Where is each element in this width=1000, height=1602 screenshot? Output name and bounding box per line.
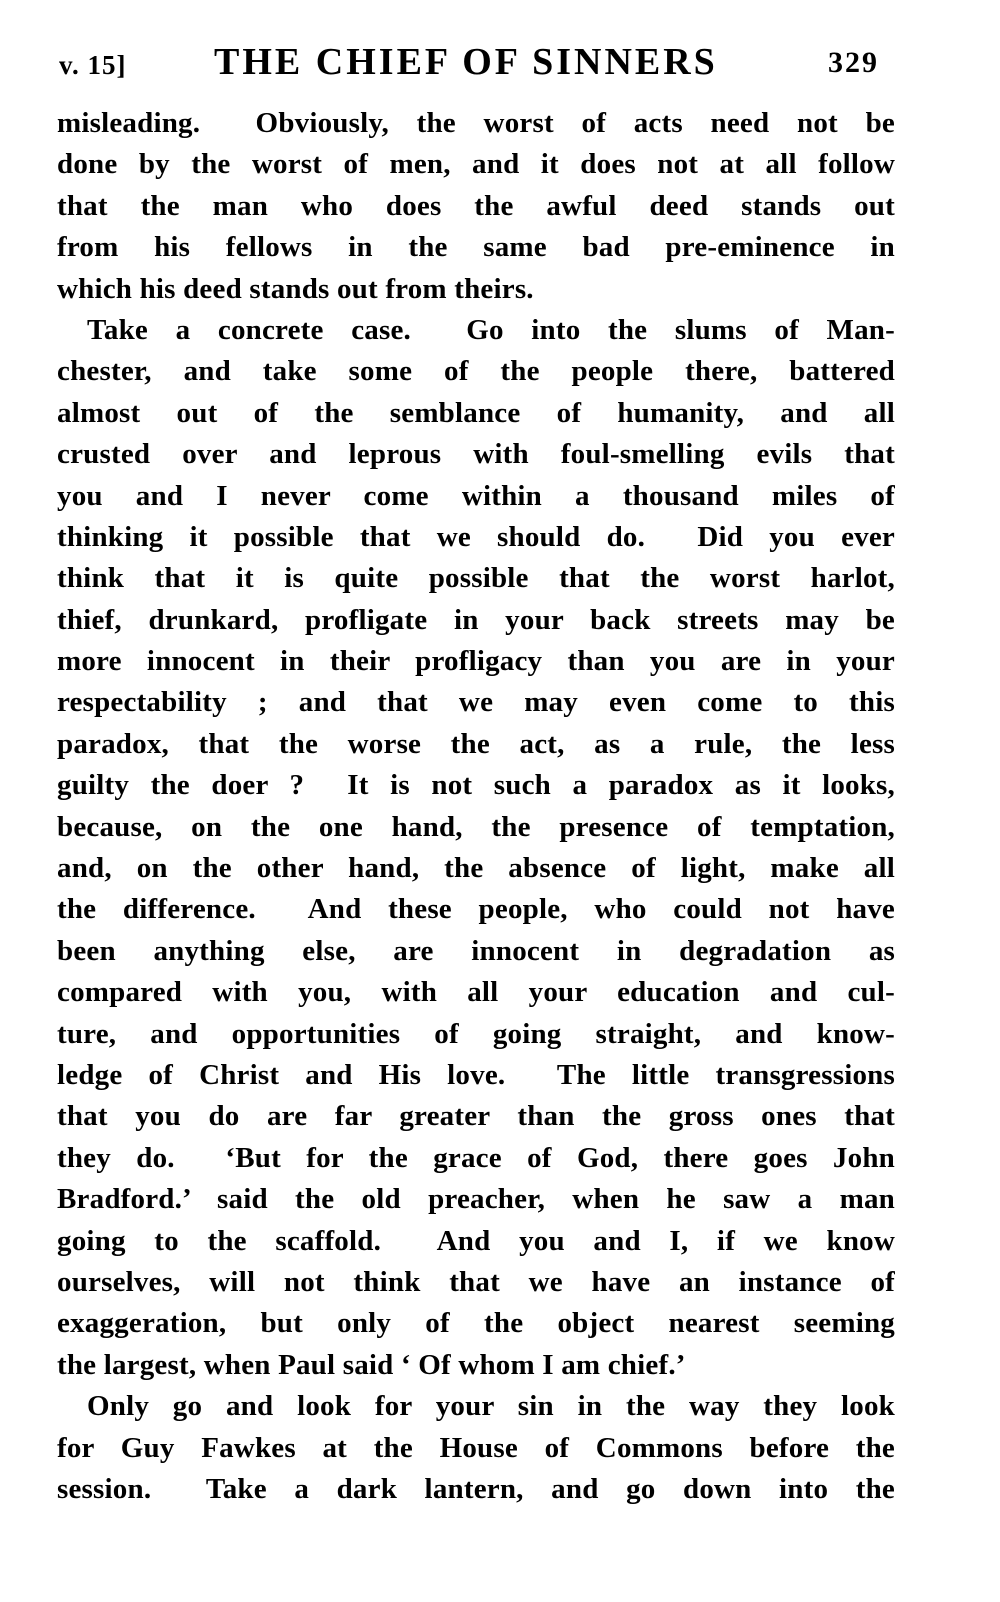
text-line: respectability ; and that we may even come to this bbox=[57, 686, 895, 719]
text-line: you and I never come within a thousand miles of bbox=[57, 479, 895, 512]
text-line: Take a concrete case. Go into the slums of Man- bbox=[87, 313, 895, 346]
text-line: ture, and opportunities of going straight, and know- bbox=[57, 1017, 895, 1050]
text-line: think that it is quite possible that the worst harlot, bbox=[57, 562, 895, 595]
text-line: ourselves, will not think that we have an instance of bbox=[57, 1265, 895, 1298]
text-line: chester, and take some of the people there, battered bbox=[57, 355, 895, 388]
paragraph bbox=[57, 310, 895, 1386]
text-line: the largest, when Paul said ‘ Of whom I am chief.’ bbox=[57, 1348, 686, 1381]
text-line: Only go and look for your sin in the way they look bbox=[87, 1390, 895, 1423]
text-line: done by the worst of men, and it does not at all follow bbox=[57, 148, 895, 181]
text-line: they do. ‘But for the grace of God, there goes John bbox=[57, 1141, 895, 1174]
page-header bbox=[57, 40, 895, 86]
verse-reference: v. 15] bbox=[59, 50, 127, 80]
page-title: THE CHIEF OF SINNERS bbox=[214, 41, 718, 83]
page-body bbox=[57, 103, 895, 1510]
text-line: compared with you, with all your education and cul- bbox=[57, 976, 895, 1009]
text-line: session. Take a dark lantern, and go down into the bbox=[57, 1472, 895, 1505]
text-line: paradox, that the worse the act, as a rule, the less bbox=[57, 727, 895, 760]
text-line: more innocent in their profligacy than you are in your bbox=[57, 645, 895, 678]
text-line: misleading. Obviously, the worst of acts need not be bbox=[57, 107, 895, 139]
text-line: exaggeration, but only of the object nearest seeming bbox=[57, 1307, 895, 1340]
text-line: going to the scaffold. And you and I, if we know bbox=[57, 1224, 895, 1257]
paragraph bbox=[57, 103, 895, 310]
text-line: been anything else, are innocent in degradation as bbox=[57, 934, 895, 967]
text-line: guilty the doer ? It is not such a paradox as it looks, bbox=[57, 769, 895, 802]
text-line: Bradford.’ said the old preacher, when he saw a man bbox=[57, 1183, 895, 1216]
text-line: thief, drunkard, profligate in your back streets may be bbox=[57, 603, 895, 636]
text-line: from his fellows in the same bad pre-eminence in bbox=[57, 231, 895, 264]
text-line: crusted over and leprous with foul-smelling evils that bbox=[57, 438, 895, 471]
page-number: 329 bbox=[828, 46, 879, 79]
text-line: and, on the other hand, the absence of light, make all bbox=[57, 852, 895, 885]
text-line: almost out of the semblance of humanity, and all bbox=[57, 396, 895, 429]
paragraph bbox=[57, 1386, 895, 1510]
text-line: the difference. And these people, who could not have bbox=[57, 893, 895, 926]
text-line: which his deed stands out from theirs. bbox=[57, 272, 534, 305]
text-line: for Guy Fawkes at the House of Commons before the bbox=[57, 1431, 895, 1464]
text-line: that you do are far greater than the gross ones that bbox=[57, 1100, 895, 1133]
text-line: because, on the one hand, the presence of temptation, bbox=[57, 810, 895, 843]
text-line: ledge of Christ and His love. The little transgressions bbox=[57, 1058, 895, 1091]
text-line: thinking it possible that we should do. Did you ever bbox=[57, 520, 895, 553]
text-line: that the man who does the awful deed stands out bbox=[57, 189, 895, 222]
